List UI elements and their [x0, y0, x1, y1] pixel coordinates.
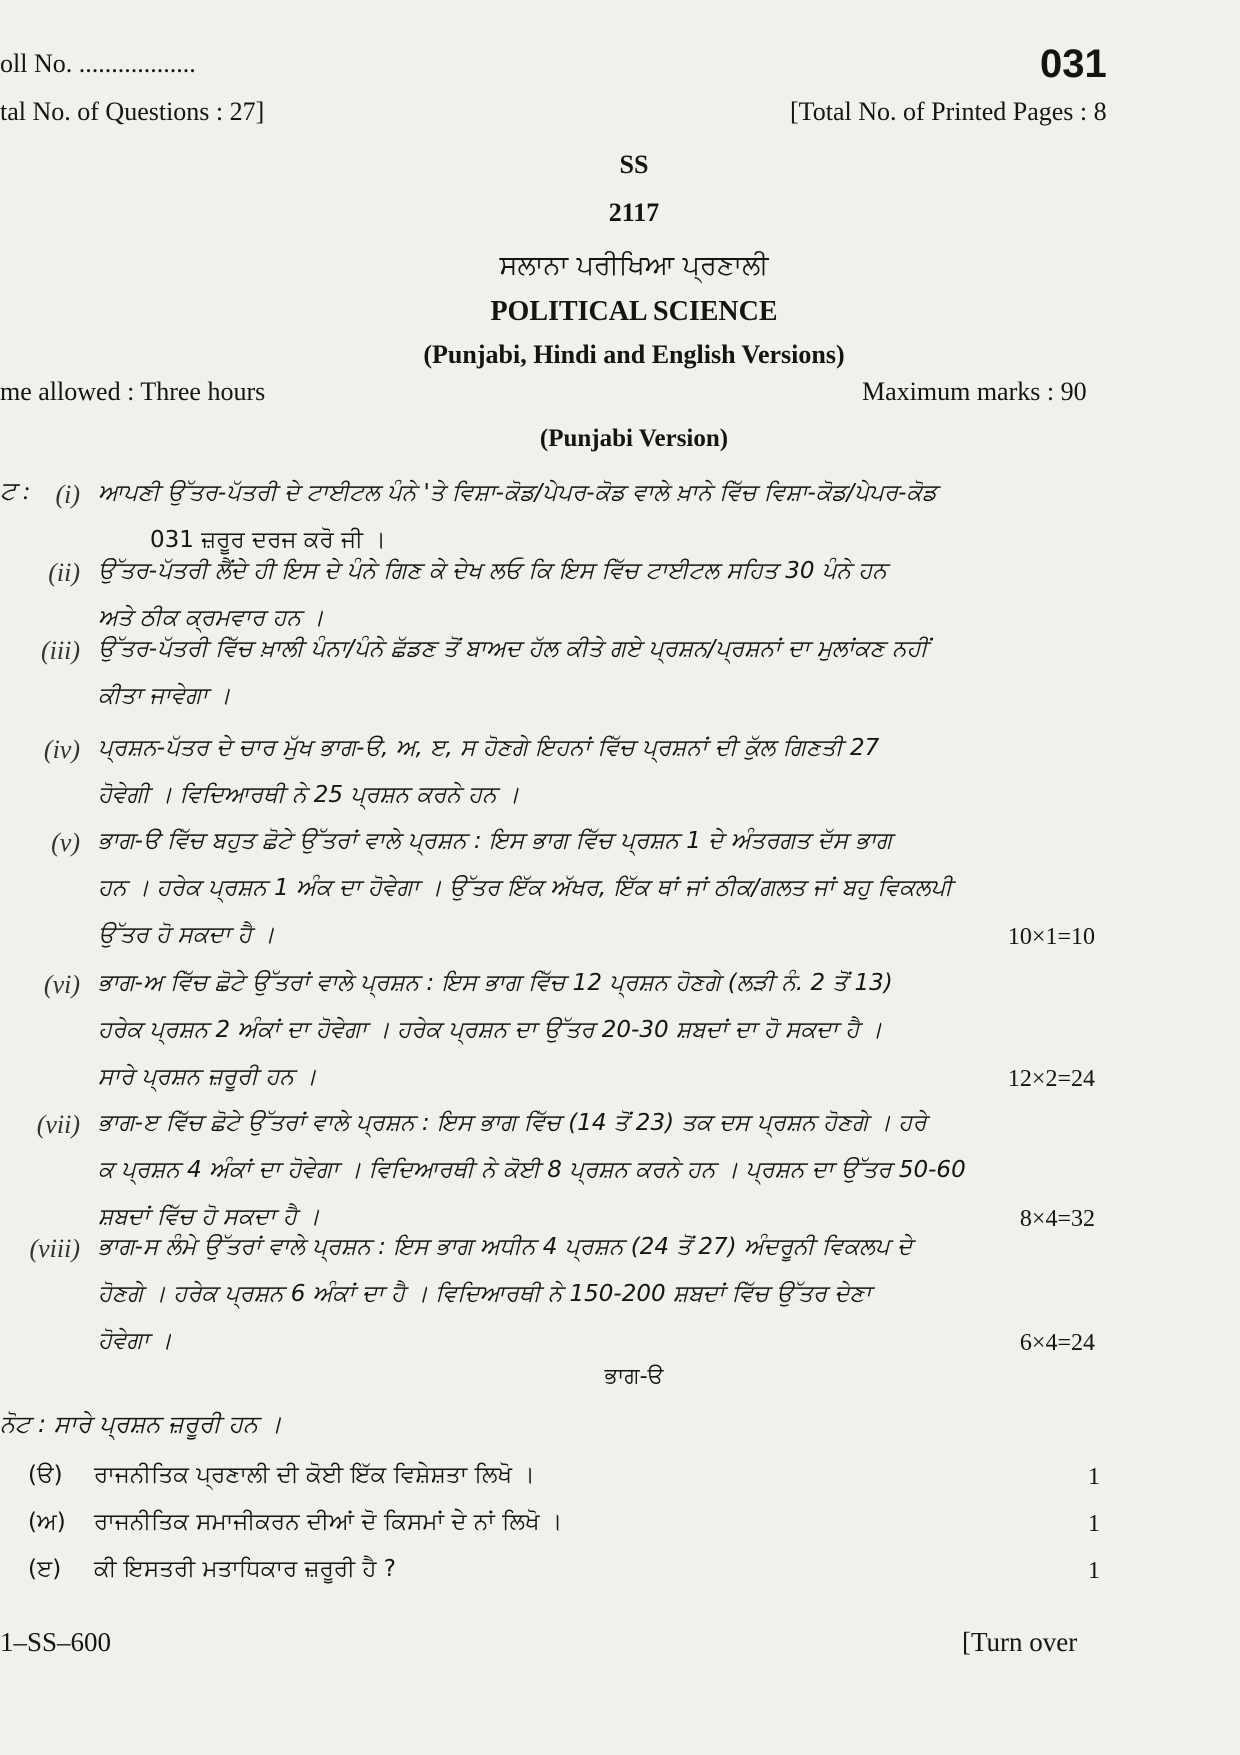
instruction-line: ਹੋਵੇਗਾ ।	[98, 1328, 172, 1354]
instruction-number: (v)	[51, 828, 80, 857]
section-heading: ਭਾਗ-ੳ	[604, 1364, 664, 1389]
instruction-number: (vi)	[43, 970, 80, 999]
instruction-number: (vii)	[36, 1110, 80, 1139]
question-marks: 1	[1088, 1511, 1100, 1537]
question-text: ਰਾਜਨੀਤਿਕ ਪ੍ਰਣਾਲੀ ਦੀ ਕੋਈ ਇੱਕ ਵਿਸ਼ੇਸ਼ਤਾ ਲਿਖੋ ।	[94, 1462, 535, 1488]
instruction-line: ਉੱਤਰ-ਪੱਤਰੀ ਵਿੱਚ ਖ਼ਾਲੀ ਪੰਨਾ/ਪੰਨੇ ਛੱਡਣ ਤੋਂ ਬਾਅਦ ਹੱਲ ਕੀਤੇ ਗਏ ਪ੍ਰਸ਼ਨ/ਪ੍ਰਸ਼ਨਾਂ ਦਾ ਮੁਲਾਂਕਣ ਨਹੀਂ	[98, 636, 928, 662]
time-allowed: me allowed : Three hours	[0, 377, 266, 406]
instruction-line: ਹਨ । ਹਰੇਕ ਪ੍ਰਸ਼ਨ 1 ਅੰਕ ਦਾ ਹੋਵੇਗਾ । ਉੱਤਰ ਇੱਕ ਅੱਖਰ, ਇੱਕ ਥਾਂ ਜਾਂ ਠੀਕ/ਗਲਤ ਜਾਂ ਬਹੁ ਵਿਕਲਪੀ	[98, 875, 953, 901]
question-label: (ੲ)	[28, 1556, 62, 1582]
printed-pages: [Total No. of Printed Pages : 8	[790, 97, 1107, 126]
instruction-line: 031 ਜ਼ਰੂਰ ਦਰਜ ਕਰੋ ਜੀ ।	[150, 527, 386, 553]
instruction-marks: 10×1=10	[1007, 924, 1095, 950]
instruction-number: (viii)	[29, 1234, 80, 1263]
instructions-prefix: ਟ :	[0, 478, 31, 505]
instruction-line: ਭਾਗ-ਅ ਵਿੱਚ ਛੋਟੇ ਉੱਤਰਾਂ ਵਾਲੇ ਪ੍ਰਸ਼ਨ : ਇਸ ਭਾਗ ਵਿੱਚ 12 ਪ੍ਰਸ਼ਨ ਹੋਣਗੇ (ਲੜੀ ਨੰ. 2 ਤੋਂ 13)	[98, 970, 893, 996]
instruction-line: ਹੋਵੇਗੀ । ਵਿਦਿਆਰਥੀ ਨੇ 25 ਪ੍ਰਸ਼ਨ ਕਰਨੇ ਹਨ ।	[98, 782, 520, 808]
question-marks: 1	[1088, 1464, 1100, 1490]
question-text: ਕੀ ਇਸਤਰੀ ਮਤਾਧਿਕਾਰ ਜ਼ਰੂਰੀ ਹੈ ?	[94, 1556, 396, 1582]
instruction-line: ਭਾਗ-ਸ ਲੰਮੇ ਉੱਤਰਾਂ ਵਾਲੇ ਪ੍ਰਸ਼ਨ : ਇਸ ਭਾਗ ਅਧੀਨ 4 ਪ੍ਰਸ਼ਨ (24 ਤੋਂ 27) ਅੰਦਰੂਨੀ ਵਿਕਲਪ ਦੇ	[98, 1234, 913, 1260]
question-marks: 1	[1088, 1558, 1100, 1584]
instruction-line: ਅਤੇ ਠੀਕ ਕ੍ਰਮਵਾਰ ਹਨ ।	[98, 605, 324, 631]
instruction-marks: 12×2=24	[1007, 1066, 1095, 1092]
instruction-line: ਸਾਰੇ ਪ੍ਰਸ਼ਨ ਜ਼ਰੂਰੀ ਹਨ ।	[98, 1064, 317, 1090]
subject-title: POLITICAL SCIENCE	[490, 296, 778, 327]
instruction-line: ਪ੍ਰਸ਼ਨ-ਪੱਤਰ ਦੇ ਚਾਰ ਮੁੱਖ ਭਾਗ-ੳ, ਅ, ੲ, ਸ ਹੋਣਗੇ ਇਹਨਾਂ ਵਿੱਚ ਪ੍ਰਸ਼ਨਾਂ ਦੀ ਕੁੱਲ ਗਿਣਤੀ 27	[98, 735, 880, 761]
instruction-marks: 8×4=32	[1019, 1206, 1095, 1232]
instruction-line: ਹੋਣਗੇ । ਹਰੇਕ ਪ੍ਰਸ਼ਨ 6 ਅੰਕਾਂ ਦਾ ਹੈ । ਵਿਦਿਆਰਥੀ ਨੇ 150-200 ਸ਼ਬਦਾਂ ਵਿੱਚ ਉੱਤਰ ਦੇਣਾ	[98, 1281, 872, 1307]
instruction-number: (iii)	[41, 636, 80, 665]
instruction-marks: 6×4=24	[1019, 1330, 1095, 1356]
footer-code: 1–SS–600	[0, 1627, 112, 1657]
roll-no: oll No. ..................	[0, 49, 196, 78]
instruction-line: ਭਾਗ-ੲ ਵਿੱਚ ਛੋਟੇ ਉੱਤਰਾਂ ਵਾਲੇ ਪ੍ਰਸ਼ਨ : ਇਸ ਭਾਗ ਵਿੱਚ (14 ਤੋਂ 23) ਤਕ ਦਸ ਪ੍ਰਸ਼ਨ ਹੋਣਗੇ । ਹਰੇ	[98, 1110, 927, 1136]
paper-number: 2117	[608, 198, 660, 227]
instruction-line: ਕ ਪ੍ਰਸ਼ਨ 4 ਅੰਕਾਂ ਦਾ ਹੋਵੇਗਾ । ਵਿਦਿਆਰਥੀ ਨੇ ਕੋਈ 8 ਪ੍ਰਸ਼ਨ ਕਰਨੇ ਹਨ । ਪ੍ਰਸ਼ਨ ਦਾ ਉੱਤਰ 50-60	[98, 1157, 966, 1183]
instruction-line: ਸ਼ਬਦਾਂ ਵਿੱਚ ਹੋ ਸਕਦਾ ਹੈ ।	[98, 1204, 320, 1230]
question-text: ਰਾਜਨੀਤਿਕ ਸਮਾਜੀਕਰਨ ਦੀਆਂ ਦੋ ਕਿਸਮਾਂ ਦੇ ਨਾਂ ਲਿਖੋ ।	[94, 1509, 563, 1535]
instruction-line: ਹਰੇਕ ਪ੍ਰਸ਼ਨ 2 ਅੰਕਾਂ ਦਾ ਹੋਵੇਗਾ । ਹਰੇਕ ਪ੍ਰਸ਼ਨ ਦਾ ਉੱਤਰ 20-30 ਸ਼ਬਦਾਂ ਦਾ ਹੋ ਸਕਦਾ ਹੈ ।	[98, 1017, 883, 1043]
turn-over: [Turn over	[962, 1627, 1078, 1657]
instruction-line: ਭਾਗ-ੳ ਵਿੱਚ ਬਹੁਤ ਛੋਟੇ ਉੱਤਰਾਂ ਵਾਲੇ ਪ੍ਰਸ਼ਨ : ਇਸ ਭਾਗ ਵਿੱਚ ਪ੍ਰਸ਼ਨ 1 ਦੇ ਅੰਤਰਗਤ ਦੱਸ ਭਾਗ	[98, 828, 893, 854]
exam-system: ਸਲਾਨਾ ਪਰੀਖਿਆ ਪ੍ਰਣਾਲੀ	[499, 250, 769, 281]
versions-line: (Punjabi, Hindi and English Versions)	[423, 340, 845, 369]
instruction-line: ਉੱਤਰ-ਪੱਤਰੀ ਲੈਂਦੇ ਹੀ ਇਸ ਦੇ ਪੰਨੇ ਗਿਣ ਕੇ ਦੇਖ ਲਓ ਕਿ ਇਸ ਵਿੱਚ ਟਾਈਟਲ ਸਹਿਤ 30 ਪੰਨੇ ਹਨ	[98, 558, 887, 584]
question-label: (ੳ)	[28, 1462, 63, 1488]
instruction-line: ਆਪਣੀ ਉੱਤਰ-ਪੱਤਰੀ ਦੇ ਟਾਈਟਲ ਪੰਨੇ 'ਤੇ ਵਿਸ਼ਾ-ਕੋਡ/ਪੇਪਰ-ਕੋਡ ਵਾਲੇ ਖ਼ਾਨੇ ਵਿੱਚ ਵਿਸ਼ਾ-ਕੋਡ/ਪੇਪਰ-ਕੋਡ	[98, 480, 938, 506]
instruction-number: (iv)	[43, 735, 80, 764]
instruction-number: (i)	[55, 480, 80, 509]
series-label: SS	[619, 150, 649, 179]
maximum-marks: Maximum marks : 90	[862, 377, 1087, 406]
total-questions: tal No. of Questions : 27]	[0, 97, 265, 126]
instruction-line: ਉੱਤਰ ਹੋ ਸਕਦਾ ਹੈ ।	[98, 922, 275, 948]
paper-code: 031	[1040, 42, 1107, 86]
instruction-number: (ii)	[48, 558, 80, 587]
version-label: (Punjabi Version)	[539, 425, 729, 452]
section-note: ਨੋਟ : ਸਾਰੇ ਪ੍ਰਸ਼ਨ ਜ਼ਰੂਰੀ ਹਨ ।	[0, 1410, 282, 1438]
instruction-line: ਕੀਤਾ ਜਾਵੇਗਾ ।	[98, 683, 231, 709]
question-label: (ਅ)	[28, 1509, 66, 1535]
